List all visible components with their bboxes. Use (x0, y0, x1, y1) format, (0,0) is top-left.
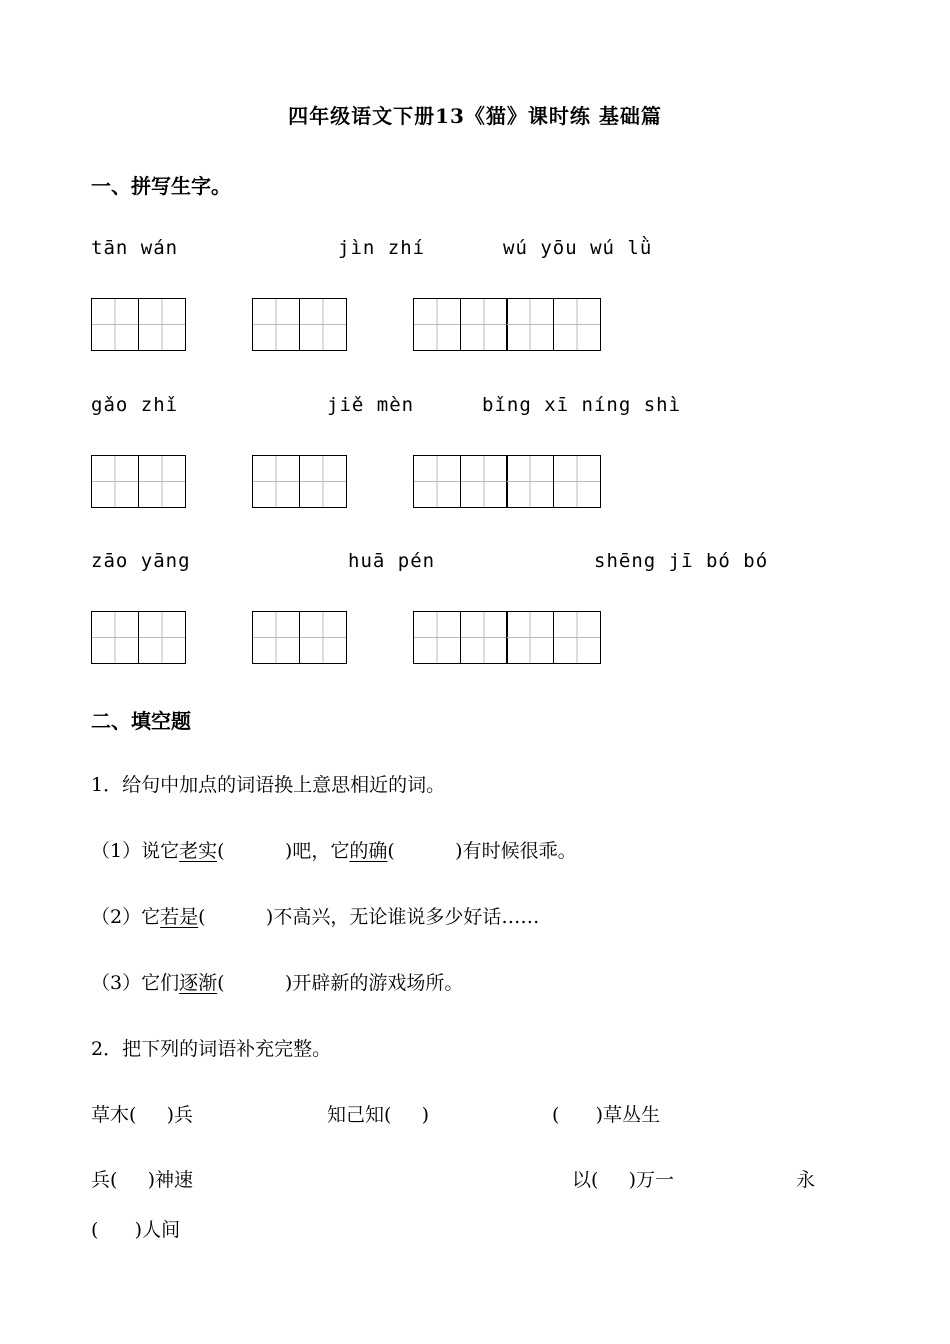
item-text: ( )开辟新的游戏场所。 (217, 972, 464, 994)
writing-grid[interactable] (413, 298, 601, 351)
writing-grid[interactable] (91, 455, 186, 508)
question-1-item (91, 968, 463, 995)
item-text: 它 (141, 906, 161, 928)
pinyin-label: bǐng xī níng shì (482, 394, 682, 416)
item-text: ( )不高兴，无论谁说多少好话…… (198, 906, 540, 928)
section-heading-1: 一、拼写生字。 (91, 174, 231, 198)
pinyin-label: zāo yāng (91, 550, 191, 572)
idiom-blank: ( )人间 (91, 1219, 181, 1241)
question-1-prompt: 1．给句中加点的词语换上意思相近的词。 (91, 774, 446, 796)
idiom-blank: 永 (796, 1169, 816, 1191)
page-title: 四年级语文下册13《猫》课时练 基础篇 (288, 104, 662, 128)
idiom-blank: 草木( )兵 (91, 1104, 194, 1126)
pinyin-label: shēng jī bó bó (594, 550, 769, 572)
section-heading-2: 二、填空题 (91, 709, 191, 733)
writing-grid[interactable] (91, 611, 186, 664)
question-1-item (91, 836, 577, 863)
writing-grid[interactable] (91, 298, 186, 351)
idiom-blank: 兵( )神速 (91, 1169, 194, 1191)
dotted-word: 的确 (349, 840, 388, 862)
writing-grid[interactable] (252, 455, 347, 508)
idiom-blank: ( )草丛生 (552, 1104, 661, 1126)
writing-grid[interactable] (252, 298, 347, 351)
item-number: （2） (91, 906, 142, 928)
writing-grid[interactable] (252, 611, 347, 664)
writing-grid[interactable] (413, 455, 601, 508)
item-text: 它们 (141, 972, 180, 994)
idiom-blank: 知己知( ) (327, 1104, 430, 1126)
dotted-word: 老实 (179, 840, 218, 862)
pinyin-label: jìn zhí (338, 237, 426, 259)
item-text: ( )吧，它 (217, 840, 350, 862)
dotted-word: 若是 (160, 906, 199, 928)
pinyin-label: huā pén (348, 550, 436, 572)
dotted-word: 逐渐 (179, 972, 218, 994)
pinyin-label: wú yōu wú lǜ (503, 237, 653, 259)
question-2-prompt: 2．把下列的词语补充完整。 (91, 1038, 332, 1060)
item-text: ( )有时候很乖。 (387, 840, 577, 862)
item-number: （1） (91, 840, 142, 862)
question-1-item (91, 902, 539, 929)
item-text: 说它 (141, 840, 180, 862)
pinyin-label: gǎo zhǐ (91, 394, 179, 416)
item-number: （3） (91, 972, 142, 994)
pinyin-label: tān wán (91, 237, 179, 259)
writing-grid[interactable] (413, 611, 601, 664)
idiom-blank: 以( )万一 (572, 1169, 675, 1191)
pinyin-label: jiě mèn (327, 394, 415, 416)
